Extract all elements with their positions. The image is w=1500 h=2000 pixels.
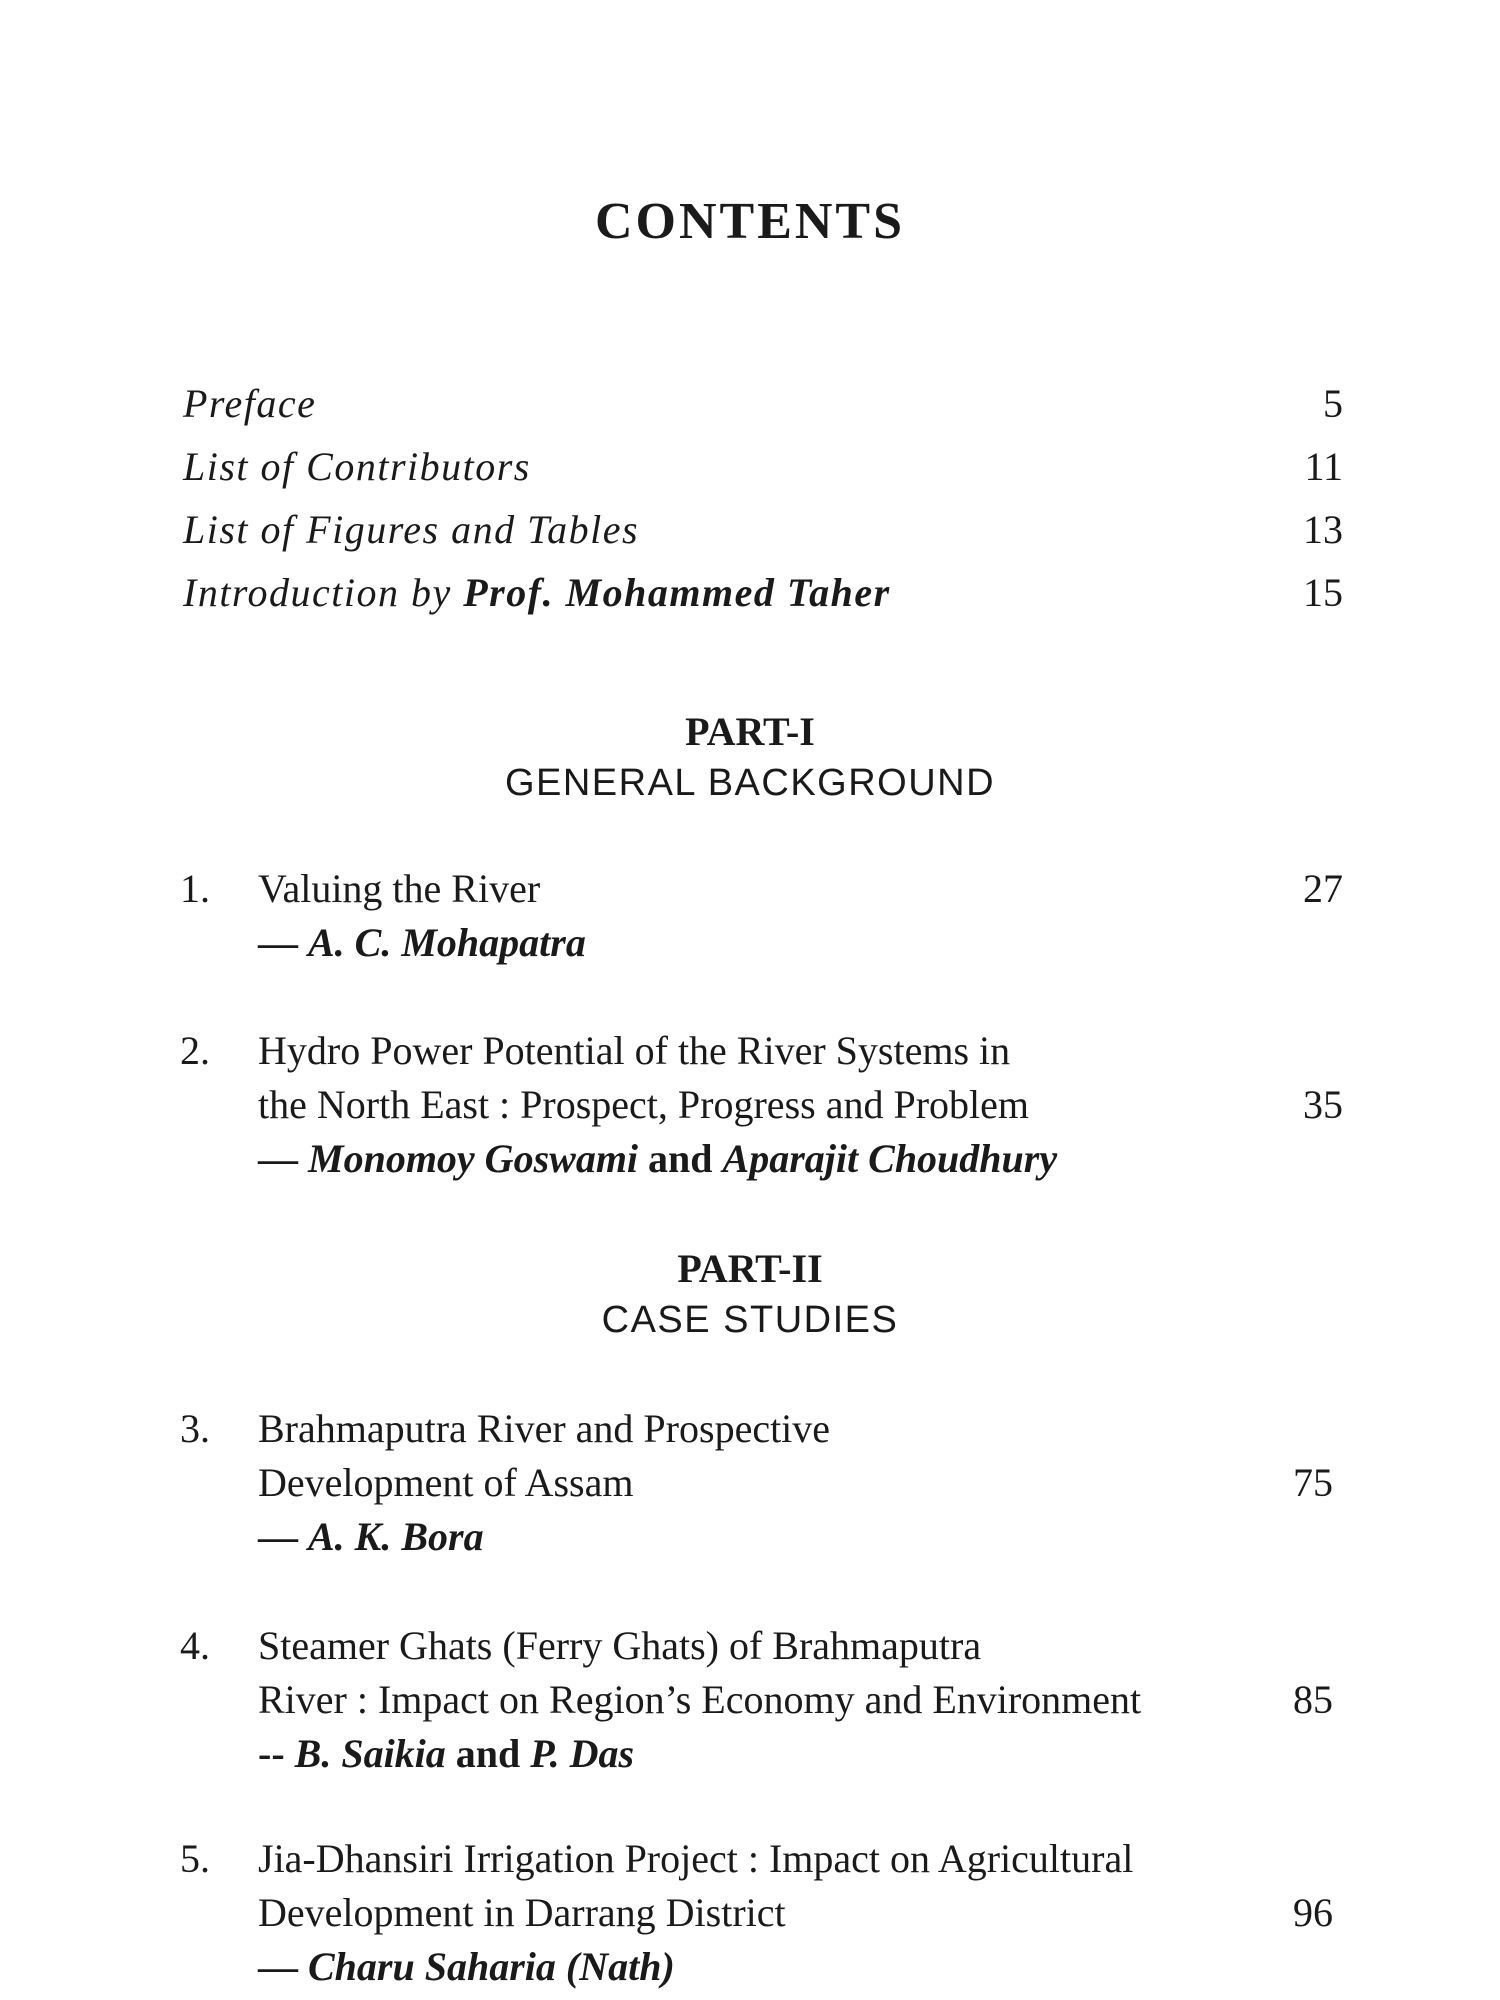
chapter-number: 5. xyxy=(180,1836,210,1881)
page-number: 13 xyxy=(1303,507,1343,552)
part-heading-2 xyxy=(0,1243,1500,1345)
author-name: Charu Saharia (Nath) xyxy=(308,1944,675,1989)
page-number: 35 xyxy=(1303,1082,1343,1127)
chapter-author-line xyxy=(258,916,586,970)
author-name: A. K. Bora xyxy=(308,1514,484,1559)
chapter-number: 1. xyxy=(180,866,210,911)
author-dash: — xyxy=(258,1514,308,1559)
front-entry-contributors xyxy=(183,443,1343,505)
chapter-title-line: River : Impact on Region’s Economy and Environment xyxy=(258,1677,1142,1722)
introduction-author: Prof. Mohammed Taher xyxy=(463,570,891,615)
author-name: P. Das xyxy=(530,1731,635,1776)
author-joiner: and xyxy=(445,1731,531,1776)
page-number: 11 xyxy=(1304,444,1343,489)
chapter-title-line: the North East : Prospect, Progress and Problem xyxy=(258,1082,1029,1127)
front-entry-label: List of Contributors xyxy=(183,444,531,489)
author-dash: — xyxy=(258,1136,308,1181)
front-entry-label: List of Figures and Tables xyxy=(183,507,640,552)
chapter-author-line xyxy=(258,1727,1141,1781)
front-entry-figures-tables xyxy=(183,506,1343,568)
page-title: CONTENTS xyxy=(594,193,906,250)
page-number: 96 xyxy=(1293,1890,1333,1935)
front-entry-preface xyxy=(183,380,1343,442)
chapter-number: 4. xyxy=(180,1623,210,1668)
page-number: 75 xyxy=(1293,1460,1333,1505)
front-entry-label: Preface xyxy=(183,381,317,426)
author-name: Aparajit Choudhury xyxy=(722,1136,1058,1181)
part-name: GENERAL BACKGROUND xyxy=(504,762,996,804)
part-number: PART-II xyxy=(677,1246,823,1291)
chapter-title-line: Development of Assam xyxy=(258,1460,634,1505)
author-name: B. Saikia xyxy=(294,1731,446,1776)
author-dash: — xyxy=(258,1944,308,1989)
part-heading-1 xyxy=(0,706,1500,808)
page-number: 5 xyxy=(1323,381,1343,426)
chapter-number: 3. xyxy=(180,1406,210,1451)
chapter-title-line: Hydro Power Potential of the River Systems in xyxy=(258,1028,1011,1073)
chapter-title-line: Jia-Dhansiri Irrigation Project : Impact on Agricultural xyxy=(258,1836,1134,1881)
chapter-number: 2. xyxy=(180,1028,210,1073)
chapter-author-line xyxy=(258,1132,1057,1186)
page-number: 27 xyxy=(1303,866,1343,911)
author-name: Monomoy Goswami xyxy=(308,1136,639,1181)
chapter-title-line: Brahmaputra River and Prospective xyxy=(258,1406,831,1451)
author-name: A. C. Mohapatra xyxy=(308,920,586,965)
chapter-author-line xyxy=(258,1940,1133,1994)
front-entry-label: Introduction by xyxy=(183,570,452,615)
author-joiner: and xyxy=(638,1136,723,1181)
page-number: 15 xyxy=(1303,570,1343,615)
part-number: PART-I xyxy=(685,709,815,754)
page-number: 85 xyxy=(1293,1677,1333,1722)
chapter-title-line: Development in Darrang District xyxy=(258,1890,786,1935)
author-dash: — xyxy=(258,920,308,965)
part-name: CASE STUDIES xyxy=(601,1299,899,1341)
chapter-author-line xyxy=(258,1510,830,1564)
front-entry-introduction xyxy=(183,569,1343,631)
author-dash: -- xyxy=(258,1731,295,1776)
chapter-title-line: Valuing the River xyxy=(258,866,541,911)
chapter-title-line: Steamer Ghats (Ferry Ghats) of Brahmaputra xyxy=(258,1623,982,1668)
